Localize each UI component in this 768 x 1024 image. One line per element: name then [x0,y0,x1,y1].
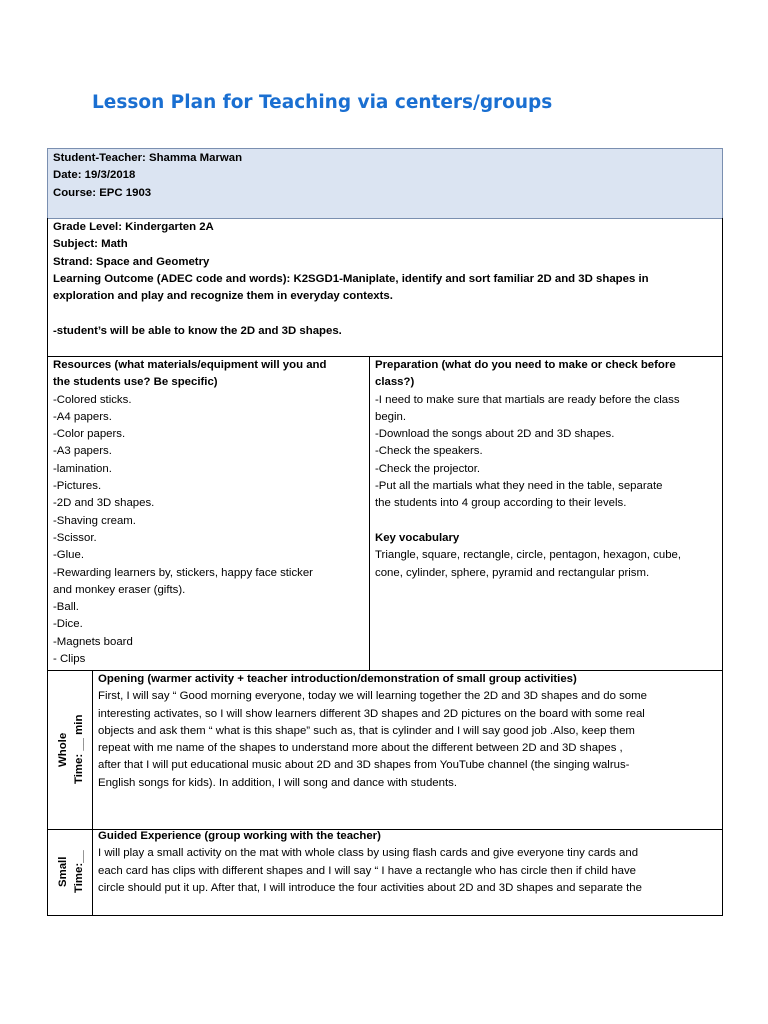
guided-text-line: each card has clips with different shapes and I will say “ I have a rectangle who has circle then if child have [98,864,636,877]
guided-text-line: circle should put it up. After that, I will introduce the four activities about 2D and 3D shapes and separate the [98,881,642,894]
resource-item: -A3 papers. [53,445,112,458]
resource-item: -Color papers. [53,428,126,441]
small-time-label-cell [47,828,93,916]
key-vocabulary-line-1: Triangle, square, rectangle, circle, pentagon, hexagon, cube, [375,549,682,562]
opening-text-line: repeat with me name of the shapes to understand more about the different between 2D and 3D shapes , [98,742,623,755]
opening-text-line: First, I will say “ Good morning everyone, today we will learning together the 2D and 3D shapes and do some [98,690,647,703]
opening-text-line: English songs for kids). In addition, I will song and dance with students. [98,776,458,789]
resource-item: -A4 papers. [53,410,112,423]
resources-heading-line-1: Resources (what materials/equipment will you and [53,359,327,371]
preparation-heading-line-2: class?) [375,376,415,389]
preparation-item: -I need to make sure that martials are ready before the class [375,393,680,406]
learning-outcome-line-2: exploration and play and recognize them in everyday contexts. [53,290,393,303]
guided-text-line: I will play a small activity on the mat with whole class by using flash cards and give everyone tiny cards and [98,847,639,860]
opening-text-line: objects and ask them “ what is this shape” such as, that is cylinder and I will say good job .Also, keep them [98,724,635,737]
whole-time-label-cell [47,670,93,830]
learning-outcome-line-1: Learning Outcome (ADEC code and words): K2SGD1-Maniplate, identify and sort familiar 2D and 3D shapes in [53,272,649,285]
subject: Subject: Math [53,238,128,251]
preparation-item: the students into 4 group according to their levels. [375,497,627,510]
strand: Strand: Space and Geometry [53,255,210,268]
resource-item: and monkey eraser (gifts). [53,583,186,596]
small-time-label: Time:__ [73,850,85,893]
opening-heading: Opening (warmer activity + teacher introduction/demonstration of small group activities) [98,673,577,685]
grade-level: Grade Level: Kindergarten 2A [53,221,214,233]
guided-heading: Guided Experience (group working with the teacher) [98,830,381,842]
resource-item: -lamination. [53,462,112,475]
resource-item: -Shaving cream. [53,514,136,527]
student-teacher: Student-Teacher: Shamma Marwan [53,152,243,164]
resource-item: -Glue. [53,549,85,562]
preparation-item: begin. [375,410,407,423]
key-vocabulary-line-2: cone, cylinder, sphere, pyramid and rectangular prism. [375,566,650,579]
page-title: Lesson Plan for Teaching via centers/groups [92,92,553,113]
resource-item: - Clips [53,653,86,666]
resources-heading-line-2: the students use? Be specific) [53,376,218,389]
course-code: Course: EPC 1903 [53,186,152,199]
resource-item: -2D and 3D shapes. [53,497,155,510]
resource-item: -Scissor. [53,531,97,544]
guided-experience-section [92,828,723,916]
resource-item: -Pictures. [53,480,102,493]
preparation-section [369,356,723,671]
resource-item: -Colored sticks. [53,393,132,406]
preparation-heading-line-1: Preparation (what do you need to make or check before [375,359,676,371]
resource-item: -Magnets board [53,635,133,648]
small-label: Small [57,856,69,887]
key-vocabulary-heading: Key vocabulary [375,531,460,544]
whole-label: Whole [57,732,69,767]
resource-item: -Dice. [53,618,83,631]
resource-item: -Rewarding learners by, stickers, happy face sticker [53,566,313,579]
whole-time-label: Time: __ min [73,714,85,784]
preparation-item: -Download the songs about 2D and 3D shapes. [375,428,615,441]
resource-item: -Ball. [53,601,79,614]
resources-section [47,356,370,671]
opening-text-line: after that I will put educational music about 2D and 3D shapes from YouTube channel (the singing walrus- [98,759,630,772]
preparation-item: -Check the speakers. [375,445,483,458]
preparation-item: -Check the projector. [375,462,481,475]
header-section [47,148,723,219]
lesson-date: Date: 19/3/2018 [53,169,136,182]
opening-section [92,670,723,830]
learning-objective: -student’s will be able to know the 2D and 3D shapes. [53,324,342,337]
opening-text-line: interesting activates, so I will show learners different 3D shapes and 2D pictures on the board with some real [98,707,645,720]
lesson-info-section [47,218,723,357]
preparation-item: -Put all the martials what they need in the table, separate [375,480,663,493]
